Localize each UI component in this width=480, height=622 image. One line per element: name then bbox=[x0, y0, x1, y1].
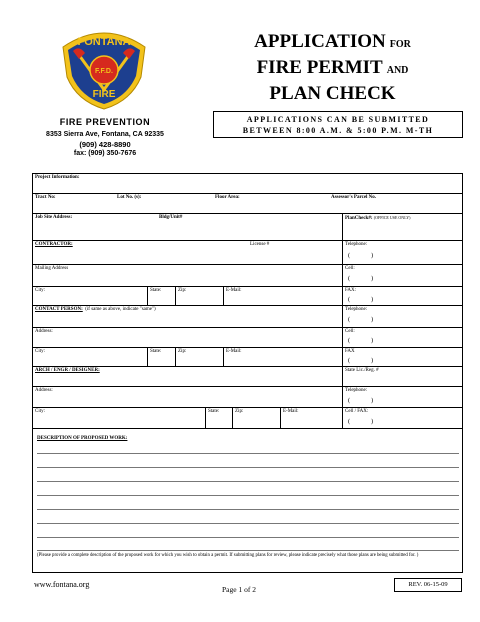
logo-bottom-text: FIRE bbox=[92, 89, 116, 100]
description-line[interactable] bbox=[37, 481, 459, 482]
paren-close: ) bbox=[371, 357, 374, 364]
department-phone: (909) 428-8890 bbox=[79, 140, 131, 149]
email-label: E-Mail: bbox=[226, 349, 242, 354]
contact-telephone-label: Telephone: bbox=[345, 307, 368, 312]
description-line[interactable] bbox=[37, 453, 459, 454]
arch-cell-fax-label: Cell / FAX: bbox=[345, 409, 369, 414]
paren-close: ) bbox=[371, 275, 374, 282]
paren-open: ( bbox=[348, 316, 351, 323]
paren-open: ( bbox=[348, 418, 351, 425]
tract-row[interactable] bbox=[33, 194, 462, 214]
revision-box: REV. 06-15-09 bbox=[394, 578, 462, 592]
city-label: City: bbox=[35, 349, 46, 354]
contractor-fax-label: FAX: bbox=[345, 288, 357, 293]
application-form bbox=[32, 173, 463, 573]
title-line2-small: AND bbox=[386, 65, 409, 76]
license-label: License # bbox=[250, 242, 270, 247]
zip-label: Zip: bbox=[178, 349, 187, 354]
contact-note: (if same as above, indicate "same") bbox=[85, 307, 156, 312]
contact-cell-label: Cell: bbox=[345, 329, 355, 334]
contact-fax-label: FAX bbox=[345, 349, 355, 354]
submission-hours-box bbox=[213, 111, 463, 138]
zip-label: Zip: bbox=[178, 288, 187, 293]
department-name: FIRE PREVENTION bbox=[59, 117, 151, 127]
arch-address-label: Address: bbox=[35, 388, 53, 393]
department-fax: fax: (909) 350-7676 bbox=[73, 150, 137, 157]
description-line[interactable] bbox=[37, 467, 459, 468]
description-line[interactable] bbox=[37, 523, 459, 524]
city-label: City: bbox=[35, 409, 46, 414]
title-line1: APPLICATION bbox=[254, 31, 386, 52]
contractor-row[interactable] bbox=[33, 241, 462, 265]
contact-person-label: CONTACT PERSON: bbox=[35, 307, 83, 312]
email-label: E-Mail: bbox=[226, 288, 242, 293]
description-line[interactable] bbox=[37, 509, 459, 510]
paren-open: ( bbox=[348, 296, 351, 303]
paren-open: ( bbox=[348, 252, 351, 259]
job-site-address-label: Job Site Address: bbox=[35, 215, 73, 220]
state-label: State: bbox=[150, 288, 162, 293]
paren-close: ) bbox=[371, 296, 374, 303]
paren-close: ) bbox=[371, 337, 374, 344]
contact-person-cell bbox=[33, 306, 158, 327]
state-lic-reg-label: State Lic./Reg. # bbox=[345, 368, 379, 373]
paren-close: ) bbox=[371, 397, 374, 404]
contractor-mailing-row[interactable] bbox=[33, 265, 462, 287]
email-label: E-Mail: bbox=[283, 409, 299, 414]
office-use-note: (OFFICE USE ONLY) bbox=[373, 215, 411, 220]
footer-website[interactable]: www.fontana.org bbox=[34, 580, 90, 589]
paren-open: ( bbox=[348, 337, 351, 344]
contact-address-row[interactable] bbox=[33, 328, 462, 348]
submission-line2: BETWEEN 8:00 A.M. & 5:00 P.M. M-TH bbox=[242, 126, 434, 135]
job-site-row[interactable] bbox=[33, 214, 462, 241]
title-line3: PLAN CHECK bbox=[269, 83, 396, 104]
contractor-cell-label: Cell: bbox=[345, 266, 355, 271]
plan-check-cell bbox=[343, 214, 412, 240]
project-info-row[interactable] bbox=[33, 174, 462, 194]
description-note: (Please provide a complete description of the proposed work for which you wish to obtain a permit. If submitting plans for review, please indicate precisely what those plans are being submitted for. ) bbox=[37, 553, 419, 558]
arch-city-row[interactable] bbox=[33, 408, 462, 429]
floor-area-label: Floor Area: bbox=[215, 195, 240, 200]
submission-line1: APPLICATIONS CAN BE SUBMITTED bbox=[246, 115, 430, 124]
logo-badge-text: F.F.D. bbox=[95, 68, 113, 75]
project-info-label: Project Information: bbox=[35, 175, 80, 180]
contractor-telephone-label: Telephone: bbox=[345, 242, 368, 247]
department-address: 8353 Sierra Ave, Fontana, CA 92335 bbox=[46, 131, 164, 138]
title-line2: FIRE PERMIT bbox=[256, 57, 383, 78]
tract-no-label: Tract No: bbox=[35, 195, 56, 200]
department-block bbox=[30, 117, 180, 157]
description-line[interactable] bbox=[37, 495, 459, 496]
paren-open: ( bbox=[348, 275, 351, 282]
description-line[interactable] bbox=[37, 550, 459, 551]
paren-open: ( bbox=[348, 357, 351, 364]
assessor-parcel-label: Assessor's Parcel No. bbox=[331, 195, 377, 200]
description-title: DESCRIPTION OF PROPOSED WORK: bbox=[37, 436, 128, 441]
arch-address-row[interactable] bbox=[33, 387, 462, 408]
mailing-address-label: Mailing Address bbox=[35, 266, 69, 271]
city-label: City: bbox=[35, 288, 46, 293]
contact-address-label: Address: bbox=[35, 329, 53, 334]
state-label: State: bbox=[208, 409, 220, 414]
contact-city-row[interactable] bbox=[33, 348, 462, 367]
state-label: State: bbox=[150, 349, 162, 354]
lot-no-label: Lot No. (s): bbox=[117, 195, 142, 200]
bldg-unit-label: Bldg/Unit# bbox=[159, 215, 183, 220]
paren-close: ) bbox=[371, 252, 374, 259]
fontana-fire-logo bbox=[55, 25, 153, 111]
paren-close: ) bbox=[371, 418, 374, 425]
contractor-label: CONTRACTOR: bbox=[35, 242, 73, 247]
contact-person-row[interactable] bbox=[33, 306, 462, 328]
arch-engr-row[interactable] bbox=[33, 367, 462, 387]
paren-close: ) bbox=[371, 316, 374, 323]
title-line1-small: FOR bbox=[389, 39, 411, 50]
contractor-city-row[interactable] bbox=[33, 287, 462, 306]
footer-page-number: Page 1 of 2 bbox=[222, 585, 256, 594]
page-title bbox=[210, 30, 455, 106]
zip-label: Zip: bbox=[235, 409, 244, 414]
arch-telephone-label: Telephone: bbox=[345, 388, 368, 393]
plan-check-label: PlanCheck#: bbox=[345, 216, 373, 221]
arch-engr-designer-label: ARCH / ENGR / DESIGNER: bbox=[35, 368, 100, 373]
description-line[interactable] bbox=[37, 537, 459, 538]
logo-top-text: FONTANA bbox=[77, 36, 131, 48]
paren-open: ( bbox=[348, 397, 351, 404]
